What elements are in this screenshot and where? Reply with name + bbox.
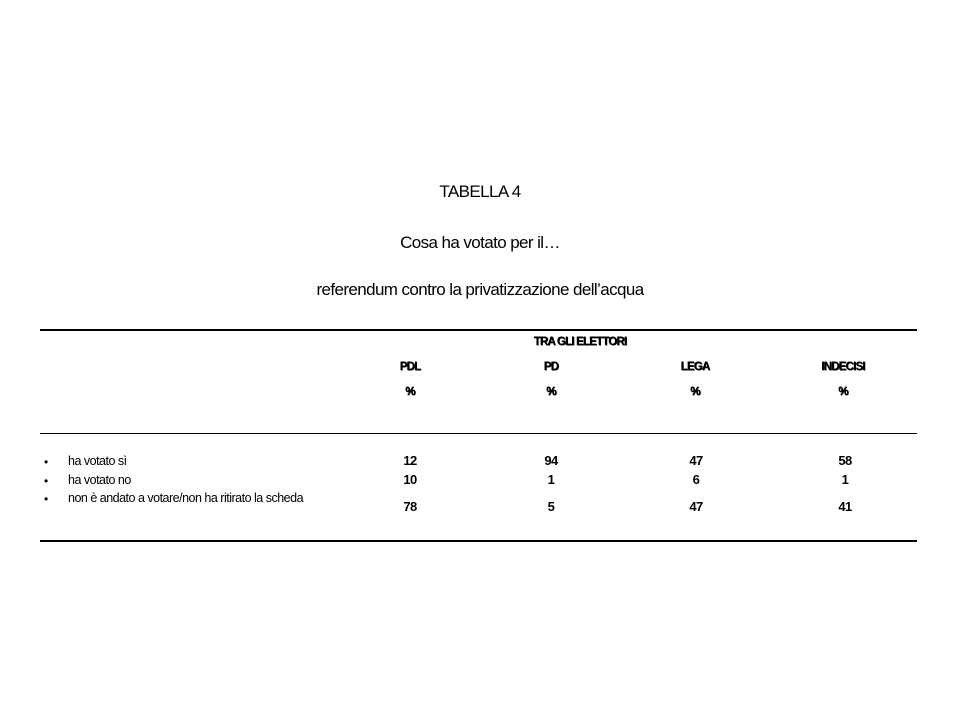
- row-label: ha votato sì: [68, 454, 127, 468]
- row-label: non è andato a votare/non ha ritirato la scheda: [68, 491, 304, 505]
- table-cell: 41: [838, 499, 852, 514]
- table-cell: 1: [547, 472, 555, 487]
- column-header-indecisi: INDECISI: [821, 361, 865, 373]
- table-cell: 58: [838, 453, 852, 468]
- table-cell: 12: [403, 453, 417, 468]
- table-cell: 5: [547, 499, 555, 514]
- table-cell: 47: [689, 453, 703, 468]
- column-header-pd: PD: [543, 361, 559, 373]
- table-cell: 94: [544, 453, 558, 468]
- table-cell: 10: [403, 472, 417, 487]
- table-bottom-rule: [40, 540, 917, 542]
- column-header-pdl: PDL: [399, 361, 421, 373]
- table-header-rule: [40, 433, 917, 434]
- table-cell: 1: [841, 472, 849, 487]
- table-cell: 47: [689, 499, 703, 514]
- unit-label-pdl: %: [405, 386, 415, 398]
- table-number: TABELLA 4: [439, 182, 521, 201]
- row-label: ha votato no: [68, 473, 131, 487]
- bullet-icon: •: [44, 455, 49, 469]
- column-header-lega: LEGA: [680, 361, 710, 373]
- unit-label-lega: %: [690, 386, 700, 398]
- unit-label-pd: %: [546, 386, 556, 398]
- group-header: TRA GLI ELETTORI: [533, 336, 627, 348]
- table-top-rule: [40, 329, 917, 331]
- table-cell: 78: [403, 499, 417, 514]
- unit-label-indecisi: %: [838, 386, 848, 398]
- table-cell: 6: [692, 472, 700, 487]
- question-title: Cosa ha votato per il…: [400, 233, 560, 252]
- bullet-icon: •: [44, 474, 49, 488]
- subject-title: referendum contro la privatizzazione dell’acqua: [316, 280, 644, 299]
- bullet-icon: •: [44, 492, 49, 506]
